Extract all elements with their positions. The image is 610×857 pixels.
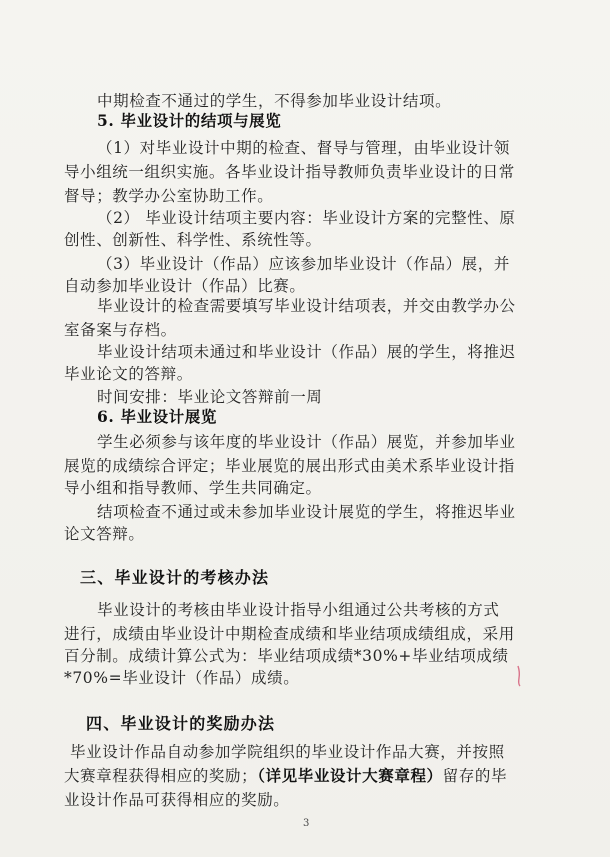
text-line: 室备案与存档。 (64, 321, 177, 339)
text-line: 百分制。成绩计算公式为：毕业结项成绩*30%+毕业结项成绩 (64, 647, 509, 665)
text-run: 大赛章程获得相应的奖励； (64, 767, 258, 785)
text-line: 创性、创新性、科学性、系统性等。 (64, 231, 322, 249)
text-line: 毕业设计结项未通过和毕业设计（作品）展的学生，将推迟 (97, 343, 516, 361)
text-line: 毕业论文的答辩。 (64, 365, 193, 383)
text-line: 业设计作品可获得相应的奖励。 (64, 791, 290, 809)
section-heading-6: 6. 毕业设计展览 (97, 407, 217, 426)
page-number: 3 (303, 818, 310, 829)
text-line: 时间安排：毕业论文答辩前一周 (97, 388, 323, 406)
section-heading-4: 四、毕业设计的奖励办法 (86, 714, 276, 733)
text-line: 学生必须参与该年度的毕业设计（作品）展览，并参加毕业 (97, 433, 516, 451)
text-line: 中期检查不通过的学生，不得参加毕业设计结项。 (97, 92, 452, 110)
text-line: （3）毕业设计（作品）应该参加毕业设计（作品）展，并 (97, 255, 510, 273)
text-line: 毕业设计的考核由毕业设计指导小组通过公共考核的方式 (97, 601, 500, 619)
text-line: 毕业设计的检查需要填写毕业设计结项表，并交由教学办公 (97, 297, 516, 315)
text-line: （2） 毕业设计结项主要内容：毕业设计方案的完整性、原 (97, 209, 516, 227)
section-heading-5: 5. 毕业设计的结项与展览 (97, 111, 282, 130)
text-line: 结项检查不通过或未参加毕业设计展览的学生，将推迟毕业 (97, 503, 516, 521)
text-line: *70%=毕业设计（作品）成绩。 (64, 669, 300, 687)
text-line (64, 766, 507, 786)
text-line: 督导；教学办公室协助工作。 (64, 187, 274, 205)
section-heading-3: 三、毕业设计的考核办法 (80, 568, 270, 587)
text-line: 进行，成绩由毕业设计中期检查成绩和毕业结项成绩组成，采用 (64, 625, 515, 643)
text-line: 论文答辩。 (64, 525, 145, 543)
text-line: 毕业设计作品自动参加学院组织的毕业设计作品大赛，并按照 (70, 743, 505, 761)
text-line: （1）对毕业设计中期的检查、督导与管理，由毕业设计领 (97, 139, 510, 157)
text-line: 导小组和指导教师、学生共同确定。 (64, 479, 322, 497)
text-run: 留存的毕 (442, 767, 508, 785)
text-line: 自动参加毕业设计（作品）比赛。 (64, 277, 306, 295)
text-line: 展览的成绩综合评定；毕业展览的展出形式由美术系毕业设计指 (64, 457, 515, 475)
rules-reference: （详见毕业设计大赛章程） (257, 766, 443, 785)
text-line: 导小组统一组织实施。各毕业设计指导教师负责毕业设计的日常 (64, 163, 515, 181)
ink-mark (516, 664, 522, 688)
